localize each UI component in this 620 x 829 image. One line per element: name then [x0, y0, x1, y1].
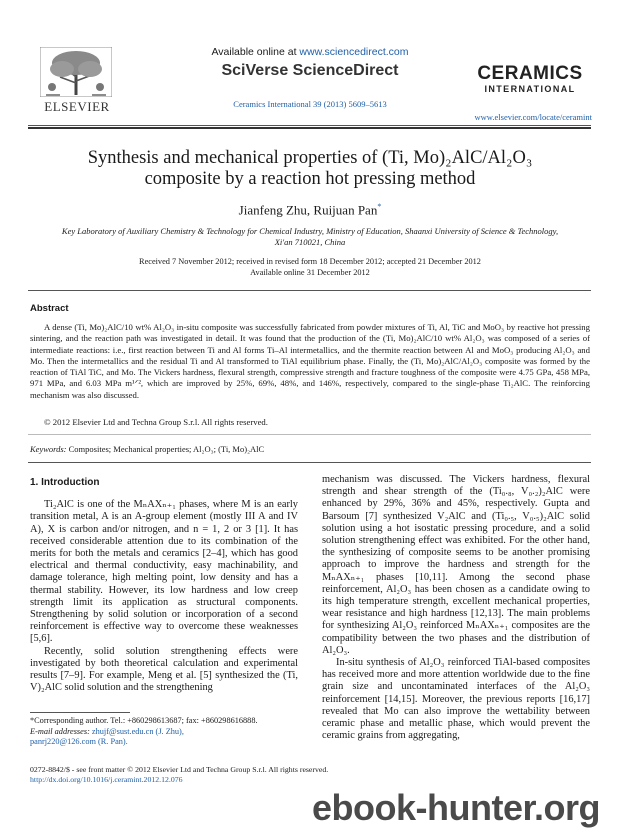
intro-paragraph-2: Recently, solid solution strengthening effects were investigated by both theoretical calculation and experimental results [7–9]. For example, Meng et al. [5] synthesized the (Ti, V)₂AlC solid solution and the strengthening	[30, 645, 298, 694]
body-column-left	[30, 477, 298, 694]
watermark-text: ebook-hunter.org	[312, 787, 600, 828]
abstract-text: A dense (Ti, Mo)₂AlC/10 wt% Al₂O₃ in-situ composite was successfully fabricated from powder mixtures of Ti, Al, TiC and MoO₃ by reactive hot pressing sintering, and the reaction path was investigated in detail. It was found that the production of the (Ti, Mo)₂AlC/10 wt% Al₂O₃ was composed of a series of intermediate reactions: i.e., first reaction between Ti and Al forms Ti–Al intermetallics, and the thermite reaction between Al and MoO₃ producing Al₂O₃ and Mo. Then the intermetallics and the residual Ti and Al transformed to TiAl equilibrium phase. Finally, the (Ti, Mo)₂AlC/Al₂O₃ composite was formed by the reaction of TiAl TiC, and Mo. The Vickers hardness, flexural strength, compressive strength and fracture toughness of the composite were 4.75 GPa, 458 MPa, 971 MPa, and 6.03 MPa m¹ᐟ², which are improved by 25%, 69%, 48%, and 146%, respectively, compared to the single-phase Ti₂AlC. The reinforcing mechanism was also discussed.	[30, 322, 590, 400]
journal-citation[interactable]: Ceramics International 39 (2013) 5609–5613	[233, 99, 387, 109]
corresponding-author-footnote	[30, 716, 310, 748]
title-line-2: composite by a reaction hot pressing method	[144, 169, 476, 189]
authors-names: Jianfeng Zhu, Ruijuan Pan	[238, 202, 378, 218]
abstract-copyright: © 2012 Elsevier Ltd and Techna Group S.r.l. All rights reserved.	[44, 417, 268, 427]
header-rule	[28, 125, 591, 126]
article-history	[0, 256, 620, 278]
footnote-contact: *Corresponding author. Tel.: +860298613687; fax: +860298616888.	[30, 716, 258, 725]
keywords-label: Keywords:	[30, 444, 67, 454]
abstract-heading: Abstract	[30, 303, 69, 314]
body-rule	[28, 462, 591, 463]
affiliation-line-2: Xi'an 710021, China	[274, 237, 346, 247]
issn-block	[30, 765, 430, 785]
intro-paragraph-3: mechanism was discussed. The Vickers hardness, flexural strength and shear strength of the (Ti₀.₈, V₀.₂)₂AlC were enhanced by 29%, 36% and 45%, respectively. Gupta and Barsoum [7] synthesized V₂AlC and (Ti₀.₅, V₀.₅)₂AlC solid solution using a hot isostatic pressing procedure, and a solid solution strengthening effect was exhibited. For the other hand, the synthesizing of composite seems to be another promising approach to improve the hardness and strength for the MₙAXₙ₊₁ phases [10,11]. Among the second phase reinforcement, Al₂O₃ has been chosen as a candidate owing to its high temperature strength, excellent mechanical properties, wear resistance and high hardness [12,13]. The main problems for synthesizing Al₂O₃ reinforced MₙAXₙ₊₁ composites are the compatibility between the two phases and the distribution of Al₂O₃.	[322, 474, 590, 656]
doi-link[interactable]: http://dx.doi.org/10.1016/j.ceramint.2012.12.076	[30, 775, 183, 784]
journal-logo-subtitle: INTERNATIONAL	[484, 84, 576, 94]
available-online-line	[0, 46, 620, 58]
intro-paragraph-1: Ti₂AlC is one of the MₙAXₙ₊₁ phases, where M is an early transition metal, A is an A-group element (mostly III A and IV A), X is carbon and/or nitrogen, and n = 1, 2 or 3 [1]. It has received considerable attention due to its combination of the merits for both the metals and ceramics [2–4], which has good electrical and thermal conductivity, easy machinability, and damage tolerance, high melting point, low density and has a thermal stability. However, its low hardness and low creep strength limit its application as structural components. Strengthening by solid solution or incorporation of a second reinforcement is effective way to overcome these weaknesses [5,6].	[30, 499, 298, 645]
history-received: Received 7 November 2012; received in revised form 18 December 2012; accepted 21 December 2012	[139, 257, 481, 266]
journal-logo-title: CERAMICS	[477, 63, 583, 84]
corresponding-author-mark[interactable]: *	[377, 202, 382, 211]
journal-url-link[interactable]: www.elsevier.com/locate/ceramint	[474, 112, 592, 122]
footnote-email-label: E-mail addresses:	[30, 726, 90, 736]
history-online: Available online 31 December 2012	[250, 268, 370, 277]
keywords-line	[30, 444, 264, 454]
affiliation-line-1: Key Laboratory of Auxiliary Chemistry & Technology for Chemical Industry, Ministry of Education, Shaanxi University of Science & Technology,	[61, 226, 559, 236]
author-affiliation	[40, 226, 580, 248]
section-heading-introduction: 1. Introduction	[30, 477, 100, 488]
abstract-rule	[28, 290, 591, 291]
sciencedirect-link[interactable]: www.sciencedirect.com	[299, 46, 409, 58]
body-column-right	[322, 474, 590, 742]
intro-paragraph-4: In-situ synthesis of Al₂O₃ reinforced TiAl-based composites has received more and more attention worldwide due to the fine grain size and uncontaminated interfaces of the Al₂O₃ reinforcement [14,15]. Moreover, the previous reports [16,17] revealed that Mo can also improve the wettability between ceramic phase and metallic phase, which would prevent the ceramic grains from aggregating,	[322, 657, 590, 742]
footnote-rule	[30, 712, 130, 713]
keywords-values: Composites; Mechanical properties; Al₂O₃; (Ti, Mo)₂AlC	[68, 444, 265, 454]
footnote-email-1[interactable]: zhujf@sust.edu.cn (J. Zhu),	[89, 726, 184, 736]
available-prefix: Available online at	[211, 46, 300, 58]
publisher-wordmark: ELSEVIER	[44, 99, 110, 114]
header-rule-thick	[28, 127, 591, 129]
footnote-email-2[interactable]: panrj220@126.com (R. Pan).	[30, 737, 128, 746]
author-list	[0, 202, 620, 218]
keywords-rule	[28, 434, 591, 435]
footnote-email-line	[30, 727, 310, 738]
article-title	[30, 148, 590, 190]
issn-line: 0272-8842/$ - see front matter © 2012 Elsevier Ltd and Techna Group S.r.l. All rights reserved.	[30, 765, 329, 774]
platform-name: SciVerse ScienceDirect	[221, 62, 399, 79]
title-line-1: Synthesis and mechanical properties of (Ti, Mo)₂AlC/Al₂O₃	[87, 148, 533, 168]
